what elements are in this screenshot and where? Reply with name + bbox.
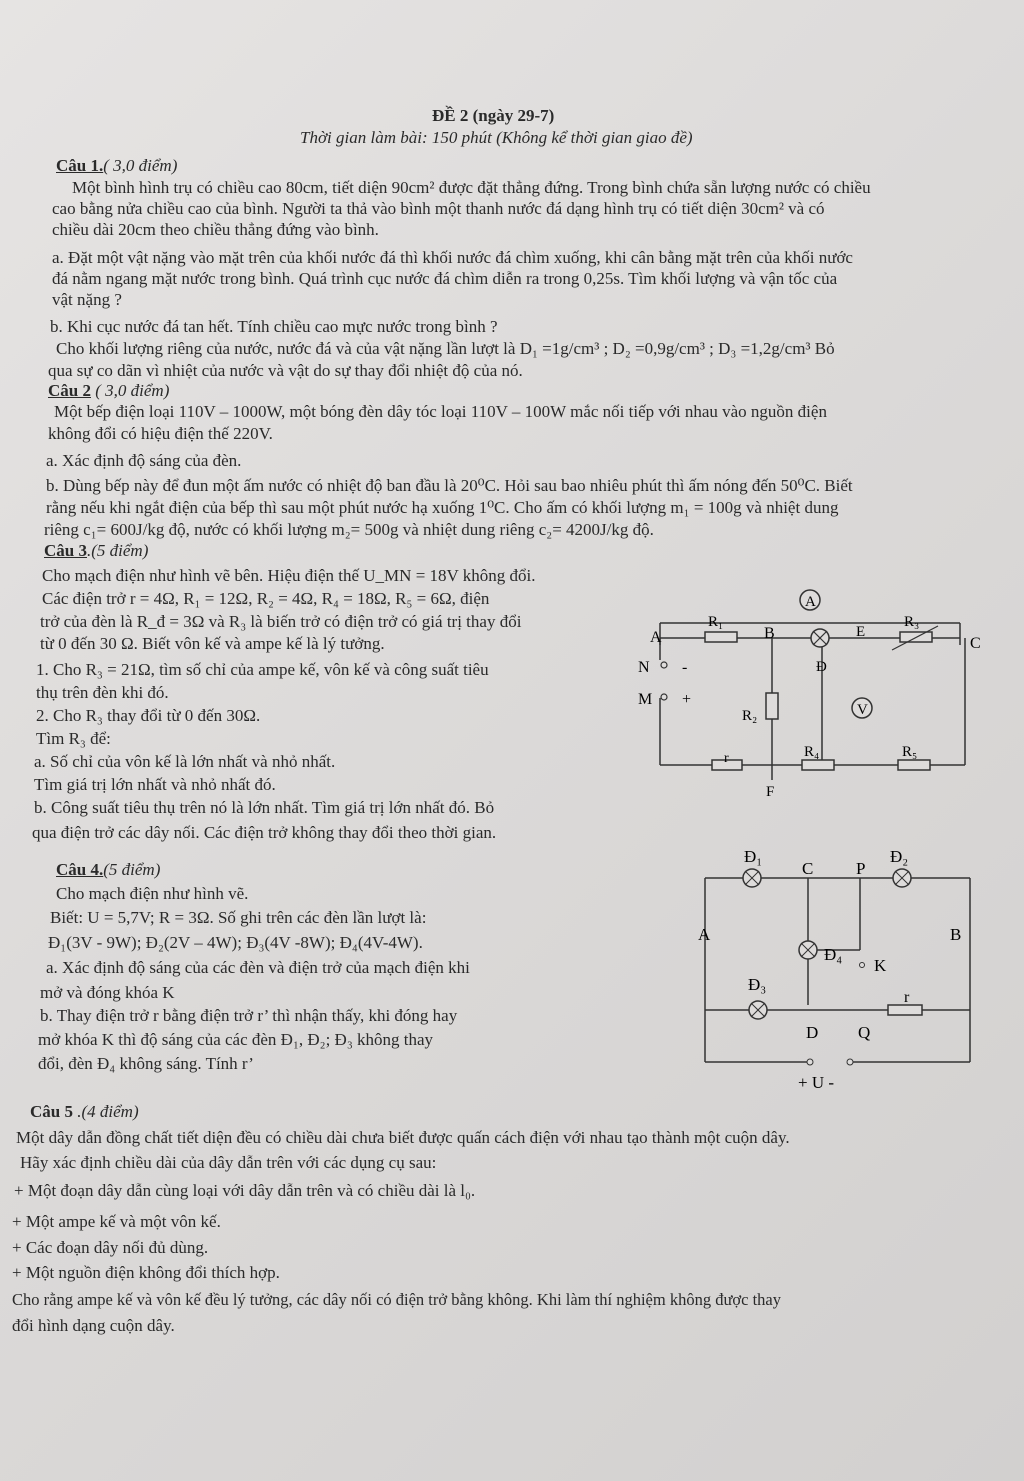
lamp-d3 xyxy=(749,1001,767,1019)
circuit-q4-diagram xyxy=(690,840,990,1100)
resistor-r4 xyxy=(802,760,834,770)
circuit-q3-diagram xyxy=(620,580,1000,820)
q2-line: b. Dùng bếp này để đun một ấm nước có nhiệt độ ban đầu là 20⁰C. Hỏi sau bao nhiêu phút thì ấm nóng đến 50⁰C. Biết xyxy=(46,476,853,495)
circuit-label: r xyxy=(724,751,729,766)
circuit-label: V xyxy=(857,702,868,718)
q3-line: trở của đèn là R_đ = 3Ω và R₃ là biến trở có điện trở có giá trị thay đổi xyxy=(40,612,522,631)
switch-k xyxy=(860,963,865,968)
q1-line: đá nằm ngang mặt nước trong bình. Quá trình cục nước đá chìm diễn ra trong 0,25s. Tìm khối lượng và vận tốc của xyxy=(52,269,838,288)
circuit-label: E xyxy=(856,624,866,640)
q1-line: b. Khi cục nước đá tan hết. Tính chiều cao mực nước trong bình ? xyxy=(50,317,498,336)
q4-line: mở khóa K thì độ sáng của các đèn Đ₁, Đ₂; Đ₃ không thay xyxy=(38,1030,434,1049)
q5-line: + Một nguồn điện không đổi thích hợp. xyxy=(12,1263,280,1282)
circuit-label: N xyxy=(638,659,650,676)
circuit-label: D xyxy=(806,1023,819,1042)
circuit-label: R₄ xyxy=(804,744,820,760)
q4-line: mở và đóng khóa K xyxy=(40,983,175,1002)
circuit-label: Đ₄ xyxy=(824,945,843,964)
circuit-label: Đ₁ xyxy=(744,847,763,866)
circuit-label: P xyxy=(856,859,866,878)
q5-heading: Câu 5 .(4 điểm) xyxy=(30,1102,139,1121)
q2-heading: Câu 2 ( 3,0 điểm) xyxy=(48,381,170,400)
q5-line: Hãy xác định chiều dài của dây dẫn trên với các dụng cụ sau: xyxy=(20,1153,437,1172)
q3-line: a. Số chỉ của vôn kế là lớn nhất và nhỏ nhất. xyxy=(34,752,336,771)
q1-line: Một bình hình trụ có chiều cao 80cm, tiết diện 90cm² được đặt thẳng đứng. Trong bình chứa sẵn lượng nước có chiều xyxy=(72,178,871,197)
q4-heading: Câu 4.(5 điểm) xyxy=(56,860,161,879)
q1-line: vật nặng ? xyxy=(52,290,122,309)
circuit-label: R₃ xyxy=(904,614,920,630)
q5-line: + Một ampe kế và một vôn kế. xyxy=(12,1212,221,1231)
q1-line: chiều dài 20cm theo chiều thẳng đứng vào bình. xyxy=(52,220,379,239)
q3-line: qua điện trở các dây nối. Các điện trở không thay đổi theo thời gian. xyxy=(32,823,497,842)
circuit-label: Đ xyxy=(816,659,827,675)
circuit-label: K xyxy=(874,956,887,975)
q2-line: Một bếp điện loại 110V – 1000W, một bóng đèn dây tóc loại 110V – 100W mắc nối tiếp với nhau vào nguồn điện xyxy=(54,402,827,421)
circuit-label: A xyxy=(805,594,816,610)
circuit-label: R₁ xyxy=(708,614,724,630)
q3-line: từ 0 đến 30 Ω. Biết vôn kế và ampe kế là lý tưởng. xyxy=(40,634,385,653)
circuit-label: B xyxy=(764,625,775,642)
resistor-r1 xyxy=(705,632,737,642)
q5-line: + Các đoạn dây nối đủ dùng. xyxy=(12,1238,209,1257)
circuit-label: B xyxy=(950,925,962,944)
circuit-label: A xyxy=(698,925,711,944)
exam-subtitle: Thời gian làm bài: 150 phút (Không kể thời gian giao đề) xyxy=(300,128,693,147)
lamp-d2 xyxy=(893,869,911,887)
q1-line: a. Đặt một vật nặng vào mặt trên của khối nước đá thì khối nước đá chìm xuống, khi cân bằng mặt trên của khối nước xyxy=(52,248,853,267)
q3-line: Tìm R₃ để: xyxy=(36,729,111,748)
circuit-label: A xyxy=(650,629,662,646)
q2-line: rằng nếu khi ngắt điện của bếp thì sau một phút nước hạ xuống 1⁰C. Cho ấm có khối lượng m₁ = 100g và nhiệt dung xyxy=(46,498,839,517)
exam-title: ĐỀ 2 (ngày 29-7) xyxy=(432,106,555,125)
lamp-d1 xyxy=(743,869,761,887)
q4-line: b. Thay điện trở r bằng điện trở r’ thì nhận thấy, khi đóng hay xyxy=(40,1006,458,1025)
circuit-label: + xyxy=(682,691,692,708)
q5-line: Cho rằng ampe kế và vôn kế đều lý tưởng, các dây nối có điện trở bằng không. Khi làm thí nghiệm không được thay xyxy=(12,1290,781,1309)
q1-line: qua sự co dãn vì nhiệt của nước và vật do sự thay đổi nhiệt độ của nó. xyxy=(48,361,523,380)
q2-line: không đổi có hiệu điện thế 220V. xyxy=(48,424,273,443)
resistor-r xyxy=(888,1005,922,1015)
q5-line: Một dây dẫn đồng chất tiết diện đều có chiều dài chưa biết được quấn cách điện với nhau tạo thành một cuộn dây. xyxy=(16,1128,790,1147)
q5-line: + Một đoạn dây dẫn cùng loại với dây dẫn trên và có chiều dài là l₀. xyxy=(14,1181,476,1200)
q3-line: b. Công suất tiêu thụ trên nó là lớn nhất. Tìm giá trị lớn nhất đó. Bỏ xyxy=(34,798,495,817)
circuit-label: F xyxy=(766,784,775,800)
q3-line: Cho mạch điện như hình vẽ bên. Hiệu điện thế U_MN = 18V không đổi. xyxy=(42,566,536,585)
resistor-r5 xyxy=(898,760,930,770)
circuit-label: M xyxy=(638,691,653,708)
q4-line: Cho mạch điện như hình vẽ. xyxy=(56,884,249,903)
q4-line: đổi, đèn Đ₄ không sáng. Tính r’ xyxy=(38,1054,254,1073)
circuit-label: Đ₂ xyxy=(890,847,909,866)
q1-heading: Câu 1.( 3,0 điểm) xyxy=(56,156,178,175)
q4-line: a. Xác định độ sáng của các đèn và điện trở của mạch điện khi xyxy=(46,958,470,977)
q2-line: riêng c₁= 600J/kg độ, nước có khối lượng m₂= 500g và nhiệt dung riêng c₂= 4200J/kg độ. xyxy=(44,520,654,539)
circuit-label: Q xyxy=(858,1023,871,1042)
circuit-label: Đ₃ xyxy=(748,975,767,994)
q3-line: 1. Cho R₃ = 21Ω, tìm số chỉ của ampe kế, vôn kế và công suất tiêu xyxy=(36,660,489,679)
q1-line: Cho khối lượng riêng của nước, nước đá và của vật nặng lần lượt là D₁ =1g/cm³ ; D₂ =0,9g/cm³ ; D₃ =1,2g/cm³ Bỏ xyxy=(56,339,835,358)
circuit-label: + U - xyxy=(798,1073,835,1092)
q4-line: Đ₁(3V - 9W); Đ₂(2V – 4W); Đ₃(4V -8W); Đ₄(4V-4W). xyxy=(48,933,423,952)
circuit-label: R₂ xyxy=(742,708,758,724)
circuit-label: C xyxy=(802,859,814,878)
q3-heading: Câu 3.(5 điểm) xyxy=(44,541,149,560)
q2-line: a. Xác định độ sáng của đèn. xyxy=(46,451,242,470)
q1-line: cao bằng nửa chiều cao của bình. Người ta thả vào bình một thanh nước đá dạng hình trụ có tiết diện 30cm² và có xyxy=(52,199,825,218)
lamp-d4 xyxy=(799,941,817,959)
circuit-label: C xyxy=(970,635,981,652)
q4-line: Biết: U = 5,7V; R = 3Ω. Số ghi trên các đèn lần lượt là: xyxy=(50,908,427,927)
circuit-label: - xyxy=(682,659,688,676)
q3-line: Tìm giá trị lớn nhất và nhỏ nhất đó. xyxy=(34,775,276,794)
q3-line: Các điện trở r = 4Ω, R₁ = 12Ω, R₂ = 4Ω, R₄ = 18Ω, R₅ = 6Ω, điện xyxy=(42,589,490,608)
q5-line: đổi hình dạng cuộn dây. xyxy=(12,1316,175,1335)
circuit-label: R₅ xyxy=(902,744,918,760)
q3-line: thụ trên đèn khi đó. xyxy=(36,683,169,702)
q3-line: 2. Cho R₃ thay đổi từ 0 đến 30Ω. xyxy=(36,706,261,725)
resistor-r2 xyxy=(766,693,778,719)
circuit-label: r xyxy=(904,989,910,1006)
